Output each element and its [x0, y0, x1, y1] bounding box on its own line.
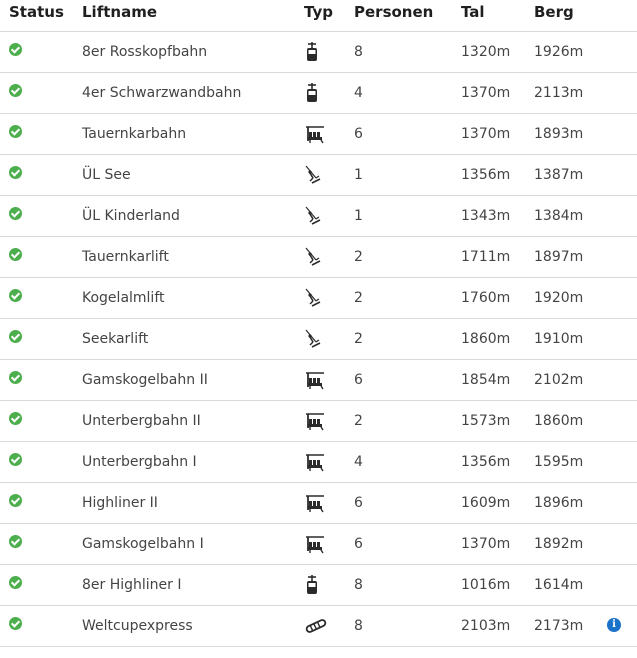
- chairlift-icon: [304, 442, 354, 483]
- table-row: [0, 319, 637, 360]
- status-cell: [0, 360, 82, 401]
- tal-altitude: 1016m: [461, 565, 534, 606]
- status-cell: [0, 278, 82, 319]
- status-cell: [0, 319, 82, 360]
- status-cell: [0, 155, 82, 196]
- info-cell: [607, 483, 637, 524]
- status-cell: [0, 114, 82, 155]
- chairlift-icon: [304, 524, 354, 565]
- open-check-icon: [9, 43, 22, 56]
- lift-name: ÜL See: [82, 155, 304, 196]
- tal-altitude: 2103m: [461, 606, 534, 647]
- table-row: [0, 32, 637, 73]
- tal-altitude: 1370m: [461, 114, 534, 155]
- open-check-icon: [9, 207, 22, 220]
- lift-name: Unterbergbahn I: [82, 442, 304, 483]
- berg-altitude: 1595m: [534, 442, 607, 483]
- tal-altitude: 1356m: [461, 155, 534, 196]
- lift-name: Kogelalmlift: [82, 278, 304, 319]
- open-check-icon: [9, 371, 22, 384]
- berg-altitude: 1896m: [534, 483, 607, 524]
- tal-altitude: 1356m: [461, 442, 534, 483]
- table-row: [0, 155, 637, 196]
- tal-altitude: 1854m: [461, 360, 534, 401]
- status-cell: [0, 442, 82, 483]
- info-cell: [607, 360, 637, 401]
- status-cell: [0, 32, 82, 73]
- info-icon[interactable]: i: [607, 618, 621, 632]
- lift-name: Tauernkarbahn: [82, 114, 304, 155]
- info-cell: [607, 524, 637, 565]
- tal-altitude: 1370m: [461, 73, 534, 114]
- table-row: [0, 524, 637, 565]
- persons-value: 2: [354, 319, 461, 360]
- lift-name: Gamskogelbahn II: [82, 360, 304, 401]
- info-cell: [607, 32, 637, 73]
- table-row: [0, 483, 637, 524]
- open-check-icon: [9, 166, 22, 179]
- lift-name: 8er Highliner I: [82, 565, 304, 606]
- open-check-icon: [9, 494, 22, 507]
- persons-value: 1: [354, 155, 461, 196]
- status-cell: [0, 237, 82, 278]
- persons-value: 2: [354, 237, 461, 278]
- tal-altitude: 1760m: [461, 278, 534, 319]
- draglift-icon: [304, 278, 354, 319]
- open-check-icon: [9, 576, 22, 589]
- status-cell: [0, 565, 82, 606]
- info-cell: [607, 237, 637, 278]
- conveyor-belt-icon: [304, 606, 354, 647]
- draglift-icon: [304, 237, 354, 278]
- info-cell: [607, 114, 637, 155]
- open-check-icon: [9, 330, 22, 343]
- lift-name: Highliner II: [82, 483, 304, 524]
- berg-altitude: 1614m: [534, 565, 607, 606]
- info-cell: [607, 442, 637, 483]
- tal-altitude: 1343m: [461, 196, 534, 237]
- tal-altitude: 1609m: [461, 483, 534, 524]
- persons-value: 6: [354, 114, 461, 155]
- table-row: [0, 196, 637, 237]
- berg-altitude: 2113m: [534, 73, 607, 114]
- lift-name: Weltcupexpress: [82, 606, 304, 647]
- header-berg: Berg: [534, 0, 607, 32]
- status-cell: [0, 401, 82, 442]
- open-check-icon: [9, 248, 22, 261]
- berg-altitude: 1892m: [534, 524, 607, 565]
- berg-altitude: 1926m: [534, 32, 607, 73]
- info-cell: [607, 196, 637, 237]
- draglift-icon: [304, 319, 354, 360]
- table-row: [0, 565, 637, 606]
- info-cell: [607, 606, 637, 647]
- berg-altitude: 2102m: [534, 360, 607, 401]
- header-status: Status: [0, 0, 82, 32]
- header-personen: Personen: [354, 0, 461, 32]
- persons-value: 4: [354, 73, 461, 114]
- gondola-icon: [304, 565, 354, 606]
- persons-value: 6: [354, 524, 461, 565]
- info-cell: [607, 73, 637, 114]
- lift-name: Gamskogelbahn I: [82, 524, 304, 565]
- info-cell: [607, 278, 637, 319]
- table-row: [0, 73, 637, 114]
- header-tal: Tal: [461, 0, 534, 32]
- gondola-icon: [304, 32, 354, 73]
- open-check-icon: [9, 453, 22, 466]
- info-cell: [607, 565, 637, 606]
- tal-altitude: 1573m: [461, 401, 534, 442]
- status-cell: [0, 483, 82, 524]
- chairlift-icon: [304, 114, 354, 155]
- tal-altitude: 1370m: [461, 524, 534, 565]
- open-check-icon: [9, 617, 22, 630]
- header-liftname: Liftname: [82, 0, 304, 32]
- gondola-icon: [304, 73, 354, 114]
- draglift-icon: [304, 155, 354, 196]
- table-row: [0, 237, 637, 278]
- berg-altitude: 1860m: [534, 401, 607, 442]
- header-info: [607, 0, 637, 32]
- status-cell: [0, 606, 82, 647]
- berg-altitude: 2173m: [534, 606, 607, 647]
- lift-name: Seekarlift: [82, 319, 304, 360]
- open-check-icon: [9, 125, 22, 138]
- berg-altitude: 1897m: [534, 237, 607, 278]
- open-check-icon: [9, 84, 22, 97]
- table-header-row: [0, 0, 637, 32]
- status-cell: [0, 524, 82, 565]
- table-row: [0, 114, 637, 155]
- table-row: [0, 278, 637, 319]
- open-check-icon: [9, 412, 22, 425]
- chairlift-icon: [304, 483, 354, 524]
- chairlift-icon: [304, 360, 354, 401]
- persons-value: 2: [354, 401, 461, 442]
- chairlift-icon: [304, 401, 354, 442]
- lift-name: ÜL Kinderland: [82, 196, 304, 237]
- table-row: [0, 442, 637, 483]
- berg-altitude: 1910m: [534, 319, 607, 360]
- lift-name: 8er Rosskopfbahn: [82, 32, 304, 73]
- info-cell: [607, 319, 637, 360]
- lift-name: Tauernkarlift: [82, 237, 304, 278]
- table-row: [0, 360, 637, 401]
- tal-altitude: 1860m: [461, 319, 534, 360]
- persons-value: 8: [354, 32, 461, 73]
- berg-altitude: 1893m: [534, 114, 607, 155]
- status-cell: [0, 73, 82, 114]
- table-row: [0, 401, 637, 442]
- berg-altitude: 1387m: [534, 155, 607, 196]
- persons-value: 6: [354, 483, 461, 524]
- open-check-icon: [9, 535, 22, 548]
- persons-value: 1: [354, 196, 461, 237]
- tal-altitude: 1711m: [461, 237, 534, 278]
- persons-value: 4: [354, 442, 461, 483]
- open-check-icon: [9, 289, 22, 302]
- persons-value: 8: [354, 606, 461, 647]
- draglift-icon: [304, 196, 354, 237]
- lift-name: Unterbergbahn II: [82, 401, 304, 442]
- header-typ: Typ: [304, 0, 354, 32]
- berg-altitude: 1920m: [534, 278, 607, 319]
- tal-altitude: 1320m: [461, 32, 534, 73]
- lift-name: 4er Schwarzwandbahn: [82, 73, 304, 114]
- table-row: [0, 606, 637, 647]
- persons-value: 2: [354, 278, 461, 319]
- info-cell: [607, 401, 637, 442]
- persons-value: 6: [354, 360, 461, 401]
- persons-value: 8: [354, 565, 461, 606]
- status-cell: [0, 196, 82, 237]
- info-cell: [607, 155, 637, 196]
- berg-altitude: 1384m: [534, 196, 607, 237]
